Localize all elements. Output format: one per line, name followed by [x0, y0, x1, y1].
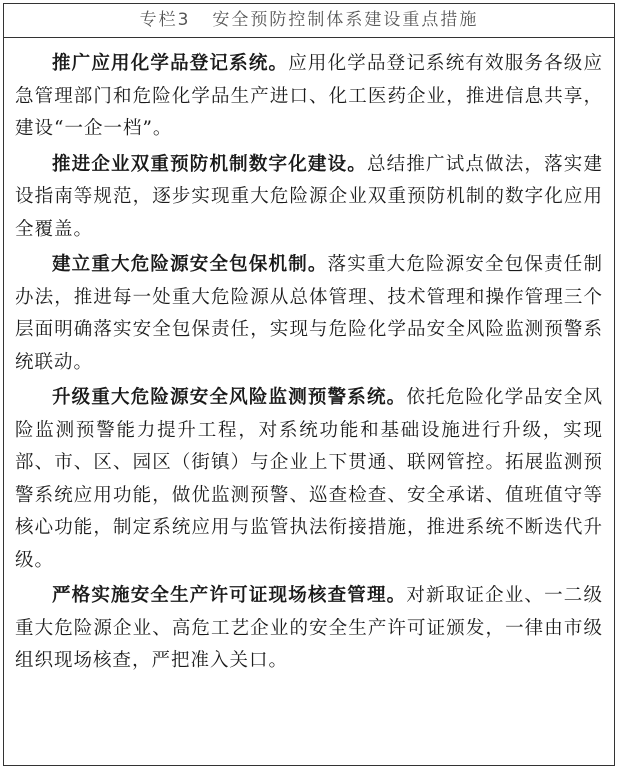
- measure-paragraph: [15, 149, 603, 247]
- measure-body: 落实重大危险源安全包保责任制办法，推进每一处重大危险源从总体管理、技术管理和操作管理三个层面明确落实安全包保责任，实现与危险化学品安全风险监测预警系统联动。: [15, 254, 603, 373]
- measure-heading: 建立重大危险源安全包保机制。: [52, 254, 328, 275]
- measure-heading: 严格实施安全生产许可证现场核查管理。: [52, 585, 407, 606]
- measure-body: 对新取证企业、一二级重大危险源企业、高危工艺企业的安全生产许可证颁发，一律由市级组织现场核查，严把准入关口。: [15, 585, 603, 671]
- measure-body: 应用化学品登记系统有效服务各级应急管理部门和危险化学品生产进口、化工医药企业，推进信息共享，建设“一企一档”。: [15, 53, 603, 139]
- box-label: 专栏3: [139, 10, 191, 30]
- measure-paragraph: [15, 48, 603, 146]
- measure-body: 依托危险化学品安全风险监测预警能力提升工程，对系统功能和基础设施进行升级，实现部、市、区、园区（街镇）与企业上下贯通、联网管控。拓展监测预警系统应用功能，做优监测预警、巡查检查、安全承诺、值班值守等核心功能，制定系统应用与监管执法衔接措施，推进系统不断迭代升级。: [15, 387, 603, 571]
- measure-paragraph: [15, 580, 603, 678]
- measure-heading: 升级重大危险源安全风险监测预警系统。: [52, 387, 407, 408]
- box-title-text: 安全预防控制体系建设重点措施: [212, 10, 479, 30]
- measure-body: 总结推广试点做法，落实建设指南等规范，逐步实现重大危险源企业双重预防机制的数字化应用全覆盖。: [15, 153, 603, 240]
- measure-paragraph: [15, 249, 603, 379]
- box-content: [4, 38, 614, 678]
- box-title: [4, 4, 614, 38]
- measure-heading: 推进企业双重预防机制数字化建设。: [52, 153, 367, 175]
- special-column-box: [3, 3, 615, 766]
- measure-paragraph: [15, 382, 603, 577]
- measure-heading: 推广应用化学品登记系统。: [52, 53, 289, 74]
